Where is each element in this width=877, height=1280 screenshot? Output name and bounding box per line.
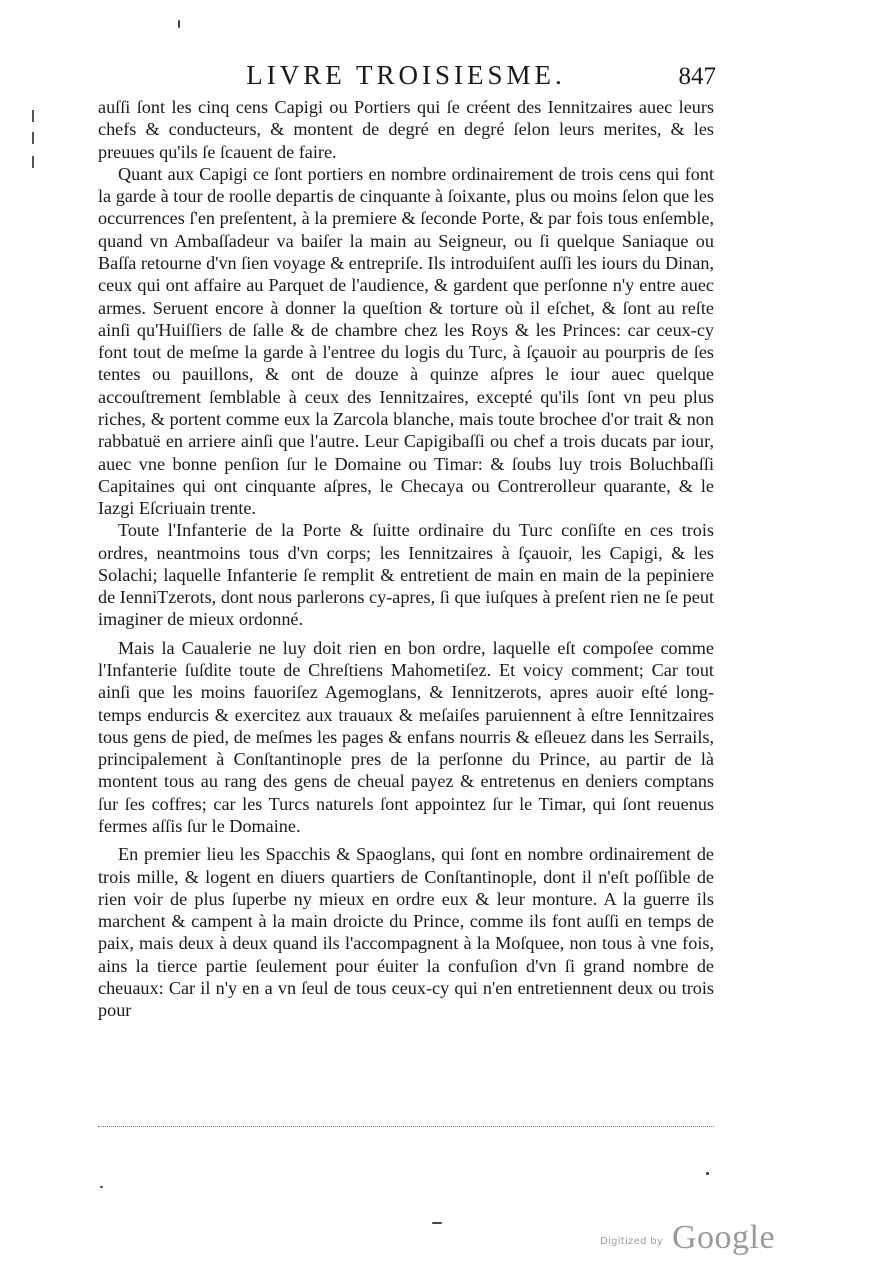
margin-tick [32, 110, 34, 122]
margin-marks [32, 110, 42, 170]
paper-speck [100, 1186, 103, 1188]
paragraph-2: Quant aux Capigi ce ſont portiers en nombre ordinairement de trois cens qui font la garde à tour de roolle departis de cinquante à ſoixante, plus ou moins ſelon que les occurrences ſ'en preſentent, à la premiere & ſeconde Porte, & par fois tous enſemble, quand vn Ambaſſadeur va baiſer la main au Seigneur, ou ſi quelque Saniaque ou Baſſa retourne d'vn ſien voyage & entrepriſe. Ils introduiſent auſſi les iours du Dinan, ceux qui ont affaire au Parquet de l'audience, & gardent que perſonne n'y entre auec armes. Seruent encore à donner la queſtion & torture où il eſchet, & ſont au reſte ainſi qu'Huiſſiers de ſalle & de chambre chez les Roys & les Princes: car ceux-cy font tout de meſme la garde à l'entree du logis du Turc, à ſçauoir au pourpris de ſes tentes ou pauillons, & ont de douze à quinze aſpres le iour auec quelque accouſtrement ſemblable à ceux des Iennitzaires, excepté qu'ils ſont vn peu plus riches, & portent comme eux la Zarcola blanche, mais toute brochee d'or trait & non rabbatuë en arriere ainſi que l'autre. Leur Capigibaſſi ou chef a trois ducats par iour, auec vne bonne penſion ſur le Domaine ou Timar: & ſoubs luy trois Boluchbaſſi Capitaines qui ont cinquante aſpres, le Checaya ou Contrerolleur quarante, & le Iazgi Eſcriuain trente. [98, 163, 714, 519]
margin-tick [32, 132, 34, 144]
catchline-mark [98, 1126, 714, 1127]
digitization-watermark [600, 1218, 780, 1258]
paragraph-4: Mais la Caualerie ne luy doit rien en bon ordre, laquelle eſt compoſee comme l'Infanterie ſuſdite toute de Chreſtiens Mahometiſez. Et voicy comment; Car tout ainſi que les moins fauoriſez Agemoglans, & Iennitzerots, apres auoir eſté long-temps endurcis & exercitez aux trauaux & meſaiſes paruiennent à eſtre Iennitzaires tous gens de pied, de meſmes les pages & enfans nourris & eſleuez dans les Serrails, principalement à Conſtantinople pres de la perſonne du Prince, au partir de là montent tous au rang des gens de cheual payez & entretenus en deniers comptans ſur ſes coffres; car les Turcs naturels ſont appointez ſur le Timar, qui ſont reuenus fermes aſſis ſur le Domaine. [98, 637, 714, 836]
paragraph-3: Toute l'Infanterie de la Porte & ſuitte ordinaire du Turc conſiſte en ces trois ordres, neantmoins tous d'vn corps; les Iennitzaires à ſçauoir, les Capigi, & les Solachi; laquelle Infanterie ſe remplit & entretient de main en main de la pepiniere de IenniTzerots, dont nous parlerons cy-apres, ſi que iuſques à preſent rien ne ſe peut imaginer de mieux ordonné. [98, 520, 714, 630]
watermark-prefix: Digitized by [600, 1236, 664, 1247]
bottom-catchline [98, 1120, 714, 1134]
body-text [98, 96, 714, 1022]
paper-speck [178, 20, 180, 28]
paragraph-5: En premier lieu les Spacchis & Spaoglans, qui ſont en nombre ordinairement de trois mille, & logent en diuers quartiers de Conſtantinople, dont il n'eſt poſſible de rien voir de plus ſuperbe ny mieux en ordre eux & leur monture. A la guerre ils marchent & campent à la main droicte du Prince, comme ils font auſſi en temps de paix, mais deux à deux quand ils l'accompagnent à la Moſquee, non tous à vne fois, ains la tierce partie ſeulement pour éuiter la confuſion d'vn ſi grand nombre de cheuaux: Car il n'y en a vn ſeul de tous ceux-cy qui n'en entretiennent deux ou trois pour [98, 844, 714, 1021]
running-title: LIVRE TROISIESME. [246, 60, 566, 90]
page-number: 847 [678, 63, 716, 90]
google-logo: Google [672, 1219, 776, 1256]
margin-tick [32, 156, 34, 168]
running-head [100, 58, 716, 92]
paragraph-1: auſſi ſont les cinq cens Capigi ou Portiers qui ſe créent des Iennitzaires auec leurs chefs & conducteurs, & montent de degré en degré ſelon leurs merites, & les preuues qu'ils ſe ſcauent de faire. [98, 97, 714, 162]
paper-speck [432, 1222, 442, 1224]
paper-speck [706, 1172, 709, 1175]
